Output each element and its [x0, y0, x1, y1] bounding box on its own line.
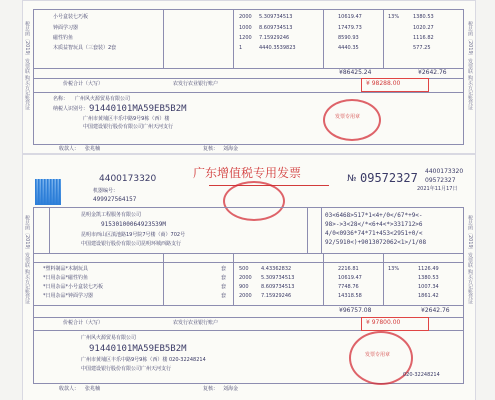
unit: 套 [221, 266, 227, 272]
total-words: 农发行农业银行账户 [173, 320, 219, 326]
quantity: 1 [239, 45, 243, 51]
unit-price: 7.15929246 [261, 293, 292, 299]
invoice-title: 广东增值税专用发票 [193, 166, 302, 180]
divider [33, 262, 463, 263]
invoice-seal [223, 181, 285, 221]
divider [463, 9, 464, 145]
subtotal: ¥86425.24 [339, 69, 372, 76]
item-name: 小号盒装七巧板 [53, 14, 89, 20]
unit-price: 8.609734513 [261, 284, 295, 290]
amount: 2216.81 [338, 266, 359, 272]
seller-bank: 中国建设银行股份有限公司广州天河支行 [83, 124, 174, 130]
divider [463, 207, 464, 384]
divider [323, 9, 324, 69]
machine-label: 机器编号： [93, 188, 119, 194]
total-label: 价税合计（大写） [63, 320, 104, 326]
seller-name-label: 名称： [53, 96, 69, 102]
tax-amount: 1020.27 [413, 25, 434, 31]
amount: 8590.93 [338, 35, 359, 41]
seller-name: 广州风火源贸易有限公司 [81, 335, 137, 341]
divider [383, 9, 384, 69]
item-name: 木质益智玩具（三套装）2套 [53, 45, 117, 51]
tax-amount: 1126.49 [418, 266, 439, 272]
divider [163, 9, 164, 69]
divider [233, 9, 234, 69]
seller-taxid: 91440101MA59EB5B2M [89, 104, 187, 114]
payee-label: 收款人： [59, 146, 80, 152]
unit-price: 5.309734513 [259, 14, 293, 20]
cipher-line: 98>->3<28</*<6+4<*>331712>6 [325, 221, 423, 228]
amount: 7748.76 [338, 284, 359, 290]
seller-address: 广州市黄埔区丰乐中路9号9栋（西）楼 [83, 116, 170, 122]
quantity: 900 [239, 284, 249, 290]
divider [321, 207, 322, 254]
subtotal: ¥96757.08 [339, 307, 372, 314]
side-text: 税总函〔2019〕发票联 购买方记账凭证 [24, 21, 30, 111]
seal-label: 发票专用章 [335, 114, 361, 120]
cipher-line: 03<6468>517*1<4+/0</67*+9<- [325, 212, 423, 219]
seller-taxid-label: 纳税人识别号： [53, 106, 89, 112]
quantity: 2000 [239, 14, 252, 20]
quantity: 500 [239, 266, 249, 272]
top-invoice [22, 0, 476, 154]
divider [33, 68, 463, 69]
divider [33, 9, 463, 10]
divider [233, 254, 234, 306]
seller-phone: 020-32248214 [403, 372, 440, 378]
divider [307, 207, 308, 254]
unit-price: 5.309734513 [261, 275, 295, 281]
unit-price: 4440.3539823 [259, 45, 296, 51]
invoice-no-label: № [347, 174, 357, 184]
divider [33, 207, 463, 208]
item-name: *日用杂品*磁性钓鱼 [43, 275, 89, 281]
buyer-bank: 中国建设银行股份有限公司昆明环城西路支行 [81, 241, 182, 247]
total-amount: ¥ 97800.00 [366, 319, 401, 326]
reviewer-label: 复核： [203, 386, 219, 392]
machine-number: 499927564157 [93, 196, 137, 203]
payee-label: 收款人： [59, 386, 80, 392]
bottom-invoice [22, 154, 476, 400]
total-amount: ¥ 98288.00 [366, 80, 401, 87]
tax-amount: 1116.82 [413, 35, 434, 41]
item-name: *日用杂品*钟面学习器 [43, 293, 94, 299]
amount: 14318.58 [338, 293, 362, 299]
cipher-line: 4/0<0936*74*71+453<2951+0/< [325, 230, 423, 237]
amount: 4440.35 [338, 45, 359, 51]
unit: 套 [221, 284, 227, 290]
buyer-address: 昆明市西山区滇池路19号院7号楼（商）702号 [81, 232, 186, 238]
item-name: 钟面学习器 [53, 25, 79, 31]
total-label: 价税合计（大写） [63, 81, 104, 87]
total-words: 农发行农业银行账户 [173, 81, 219, 87]
tax-amount: 577.25 [413, 45, 431, 51]
divider [33, 383, 463, 384]
quantity: 1200 [239, 35, 252, 41]
seller-bank: 中国建设银行股份有限公司广州天河支行 [81, 366, 172, 372]
seller-name: 广州风火源贸易有限公司 [75, 96, 131, 102]
right-code: 4400173320 [425, 168, 464, 175]
tax-rate: 13% [388, 266, 400, 272]
reviewer: 刘海金 [223, 146, 239, 152]
tax-amount: 1861.42 [418, 293, 439, 299]
seller-taxid: 91440101MA59EB5B2M [89, 344, 187, 354]
invoice-code: 4400173320 [99, 174, 157, 184]
invoice-seal [323, 99, 381, 141]
quantity: 1000 [239, 25, 252, 31]
divider [163, 254, 164, 306]
divider [33, 305, 463, 306]
payee: 张兆楠 [85, 386, 101, 392]
divider [323, 254, 324, 306]
side-text: 税总函〔2019〕发票联 购买方记账凭证 [24, 215, 30, 305]
buyer-name: 昆明金凯工程服务有限公司 [81, 212, 142, 218]
divider [33, 253, 463, 254]
item-name: 磁性钓鱼 [53, 35, 74, 41]
side-text: 税总函〔2019〕发票联 购买方记账凭证 [467, 21, 473, 111]
amount: 17479.73 [338, 25, 362, 31]
cipher-line: 92/5910<)+9013072062<1>/1/08 [325, 239, 427, 246]
seal-label: 发票专用章 [365, 352, 391, 358]
divider [33, 92, 463, 93]
quantity: 2000 [239, 275, 252, 281]
tax-subtotal: ¥2642.76 [421, 307, 450, 314]
item-name: *日用杂品*小号盒装七巧板 [43, 284, 104, 290]
unit-price: 8.609734513 [259, 25, 293, 31]
quantity: 2000 [239, 293, 252, 299]
divider [33, 144, 463, 145]
divider [33, 207, 34, 384]
invoice-number: 09572327 [360, 171, 418, 185]
payee: 张兆楠 [85, 146, 101, 152]
tax-subtotal: ¥2642.76 [418, 69, 447, 76]
item-name: *塑料制品*木制玩具 [43, 266, 89, 272]
tax-amount: 1380.53 [413, 14, 434, 20]
divider [383, 254, 384, 306]
seller-address: 广州市黄埔区丰乐中路9号9栋（西）楼 020-32248214 [81, 357, 206, 363]
side-text: 税总函〔2019〕发票联 购买方记账凭证 [467, 215, 473, 305]
right-number: 09572327 [425, 177, 456, 184]
amount: 10619.47 [338, 14, 362, 20]
buyer-taxid: 91530100064923539M [101, 221, 167, 228]
reviewer-label: 复核： [203, 146, 219, 152]
tax-rate: 13% [388, 14, 400, 20]
unit: 套 [221, 275, 227, 281]
divider [33, 9, 34, 145]
qr-code-icon [35, 179, 61, 205]
tax-amount: 1380.53 [418, 275, 439, 281]
reviewer: 刘海金 [223, 386, 239, 392]
tax-amount: 1007.34 [418, 284, 439, 290]
divider [49, 207, 50, 254]
unit: 套 [221, 293, 227, 299]
unit-price: 4.43362832 [261, 266, 292, 272]
amount: 10619.47 [338, 275, 362, 281]
invoice-date: 2021年11月17日 [417, 186, 458, 192]
unit-price: 7.15929246 [259, 35, 290, 41]
